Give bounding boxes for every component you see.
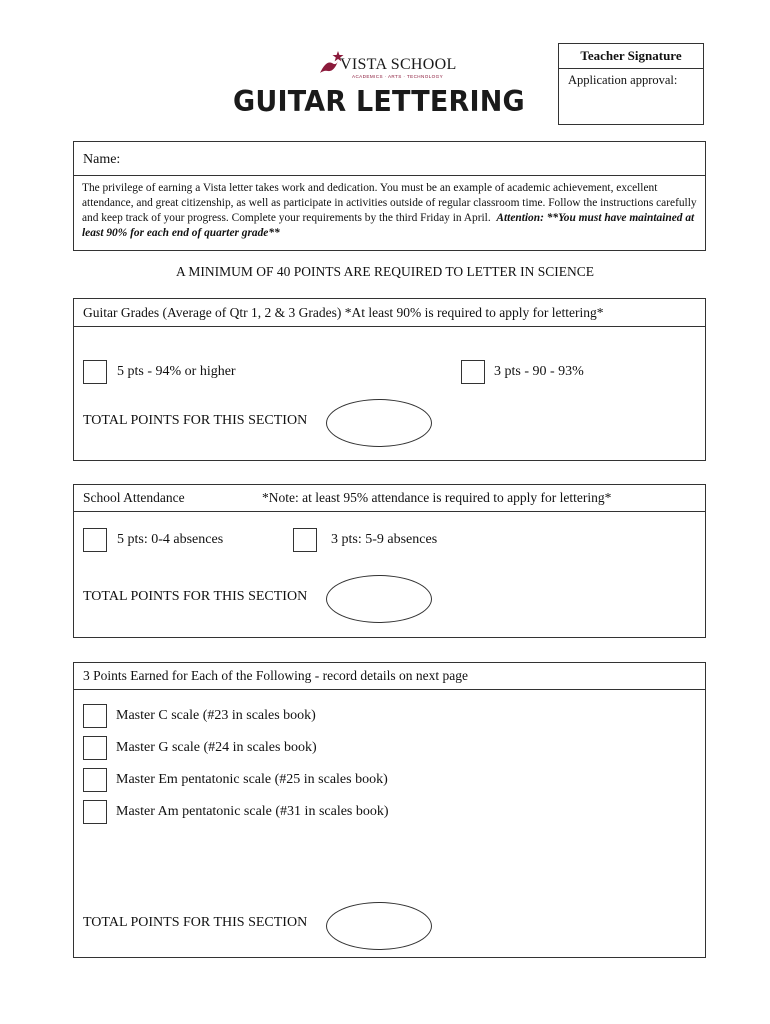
intro-box	[73, 141, 706, 251]
intro-body: The privilege of earning a Vista letter takes work and dedication. You must be an example of academic achievement, excellent attendance, and great citizenship, as well as participate in activities outside of regular classroom time. Follow the instructions carefully and keep track of your progress. Complete your requirements by the third Friday in April.	[82, 182, 697, 224]
scale-g-label: Master G scale (#24 in scales book)	[116, 740, 317, 755]
grades-heading: Guitar Grades (Average of Qtr 1, 2 & 3 Grades) *At least 90% is required to apply for lettering*	[74, 299, 705, 327]
scale-g-checkbox[interactable]	[83, 736, 107, 760]
school-logo	[318, 50, 468, 80]
scale-c-label: Master C scale (#23 in scales book)	[116, 708, 316, 723]
teacher-signature-heading: Teacher Signature	[559, 44, 703, 69]
teacher-signature-box[interactable]	[558, 43, 704, 125]
scales-heading: 3 Points Earned for Each of the Following - record details on next page	[74, 663, 705, 690]
scale-am-checkbox[interactable]	[83, 800, 107, 824]
grades-option-1-checkbox[interactable]	[83, 360, 107, 384]
intro-paragraph	[74, 176, 705, 241]
page-title: GUITAR LETTERING	[233, 86, 525, 119]
scale-em-label: Master Em pentatonic scale (#25 in scales book)	[116, 772, 388, 787]
grades-option-2-checkbox[interactable]	[461, 360, 485, 384]
attendance-note: *Note: at least 95% attendance is required to apply for lettering*	[262, 490, 612, 505]
school-name: VISTA SCHOOL	[340, 56, 457, 73]
attendance-option-1-checkbox[interactable]	[83, 528, 107, 552]
attendance-option-1-label: 5 pts: 0-4 absences	[117, 532, 224, 547]
school-tagline: ACADEMICS · ARTS · TECHNOLOGY	[352, 74, 444, 79]
attendance-option-2-label: 3 pts: 5-9 absences	[331, 532, 438, 547]
scale-c-checkbox[interactable]	[83, 704, 107, 728]
scales-total-field[interactable]	[326, 902, 432, 950]
scale-am-label: Master Am pentatonic scale (#31 in scales book)	[116, 804, 389, 819]
scale-em-checkbox[interactable]	[83, 768, 107, 792]
grades-option-1-label: 5 pts - 94% or higher	[117, 364, 236, 379]
attendance-heading: School Attendance	[83, 490, 185, 505]
name-field[interactable]	[74, 142, 705, 176]
attendance-total-field[interactable]	[326, 575, 432, 623]
attendance-header	[74, 485, 705, 512]
scales-total-label: TOTAL POINTS FOR THIS SECTION	[83, 915, 308, 930]
grades-total-field[interactable]	[326, 399, 432, 447]
minimum-points-notice: A MINIMUM OF 40 POINTS ARE REQUIRED TO LETTER IN SCIENCE	[175, 264, 594, 279]
application-approval-label: Application approval:	[568, 73, 678, 87]
attendance-option-2-checkbox[interactable]	[293, 528, 317, 552]
scales-section	[73, 662, 706, 958]
attention-note: Attention: **You must have maintained at least 90% for each end of quarter grade**	[82, 212, 695, 239]
attendance-section	[73, 484, 706, 638]
name-label: Name:	[83, 152, 121, 167]
grades-option-2-label: 3 pts - 90 - 93%	[494, 364, 584, 379]
grades-section	[73, 298, 706, 461]
attendance-total-label: TOTAL POINTS FOR THIS SECTION	[83, 589, 308, 604]
grades-total-label: TOTAL POINTS FOR THIS SECTION	[83, 413, 308, 428]
